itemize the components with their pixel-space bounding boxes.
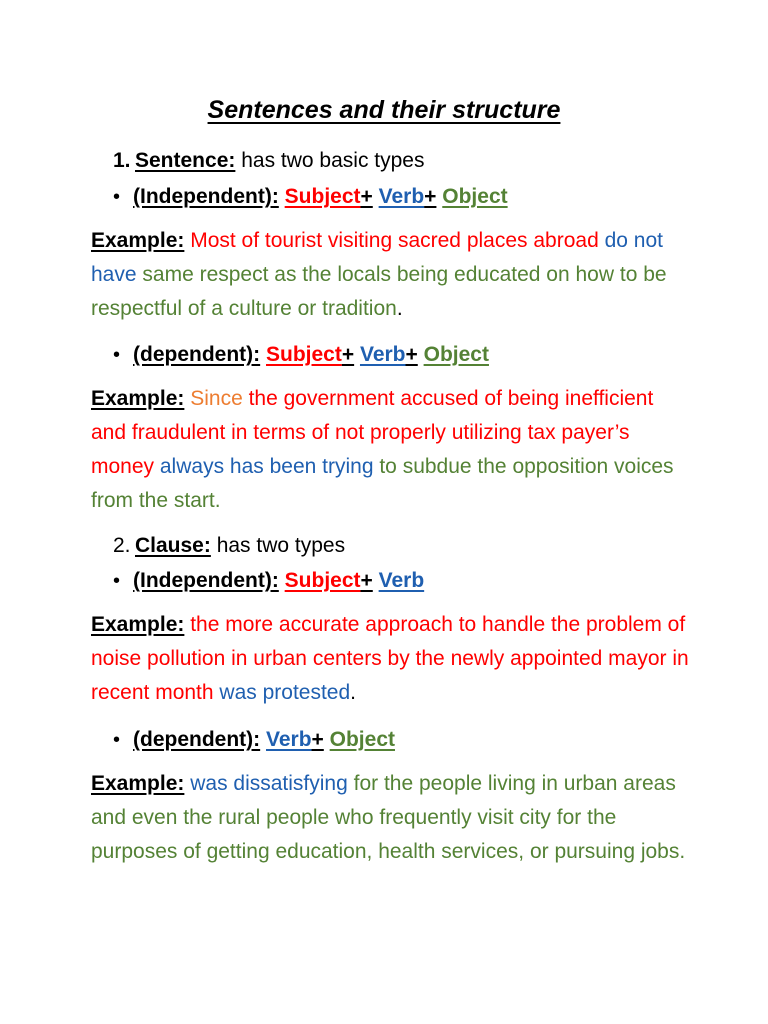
formula-plus: +: [341, 343, 355, 366]
example-label: Example:: [91, 387, 185, 410]
example-verb: always has been trying: [159, 455, 374, 478]
example-subject: the more accurate approach to handle the problem of noise pollution in urban centers by the newly appointed mayor in recent month: [91, 613, 689, 704]
bullet-icon: •: [113, 186, 121, 208]
formula-object: Object: [329, 728, 395, 751]
page-title: Sentences and their structure: [207, 96, 561, 124]
clause-label: Clause:: [135, 534, 211, 557]
bullet-icon: •: [113, 729, 121, 751]
clause-description: has two types: [216, 534, 346, 557]
example-label: Example:: [91, 613, 185, 636]
example-subject: the government accused of being inefficient and fraudulent in terms of not properly utilizing tax payer’s money: [91, 387, 654, 478]
example-label: Example:: [91, 229, 185, 252]
clause-heading: [113, 533, 345, 559]
example-object: to subdue the opposition voices from the start.: [91, 455, 674, 512]
formula-verb: Verb: [266, 728, 312, 751]
sentence-example-2: [91, 382, 691, 518]
formula-plus: +: [405, 343, 418, 366]
clause-example-2: [91, 767, 691, 869]
formula-plus: +: [424, 185, 437, 208]
example-subject: Most of tourist visiting sacred places abroad: [190, 229, 599, 252]
sentence-heading: [113, 148, 424, 174]
sentence-dependent-formula: [113, 342, 489, 368]
example-label: Example:: [91, 772, 185, 795]
example-period: .: [396, 297, 403, 320]
example-verb: was dissatisfying: [190, 772, 348, 795]
clause-example-1: [91, 608, 691, 710]
example-verb: was protested: [219, 681, 351, 704]
clause-dependent-formula: [113, 727, 395, 753]
formula-subject: Subject: [266, 343, 342, 366]
sentence-label: Sentence:: [135, 149, 236, 172]
clause-independent-formula: [113, 568, 424, 594]
formula-plus: +: [360, 185, 373, 208]
formula-subject: Subject: [284, 569, 361, 592]
example-period: .: [350, 681, 357, 704]
sentence-independent-formula: [113, 184, 508, 210]
bullet-icon: •: [113, 344, 121, 366]
example-object: same respect as the locals being educated on how to be respectful of a culture or tradition: [91, 263, 667, 320]
example-object: for the people living in urban areas and even the rural people who frequently visit city for the purposes of getting education, health services, or pursuing jobs.: [91, 772, 686, 863]
formula-object: Object: [442, 185, 508, 208]
formula-verb: Verb: [359, 343, 406, 366]
sentence-number: 1.: [113, 149, 131, 172]
formula-label: (Independent):: [133, 185, 279, 208]
formula-plus: +: [311, 728, 324, 751]
formula-subject: Subject: [284, 185, 361, 208]
formula-label: (Independent):: [133, 569, 279, 592]
clause-number: 2.: [113, 534, 131, 557]
sentence-description: has two basic types: [241, 149, 425, 172]
example-verb: do not have: [91, 229, 663, 286]
formula-plus: +: [360, 569, 373, 592]
formula-object: Object: [423, 343, 489, 366]
formula-verb: Verb: [378, 569, 425, 592]
formula-verb: Verb: [378, 185, 425, 208]
sentence-example-1: [91, 224, 691, 326]
formula-label: (dependent):: [133, 343, 261, 366]
example-conjunction: Since: [190, 387, 243, 410]
bullet-icon: •: [113, 570, 121, 592]
formula-label: (dependent):: [133, 728, 261, 751]
